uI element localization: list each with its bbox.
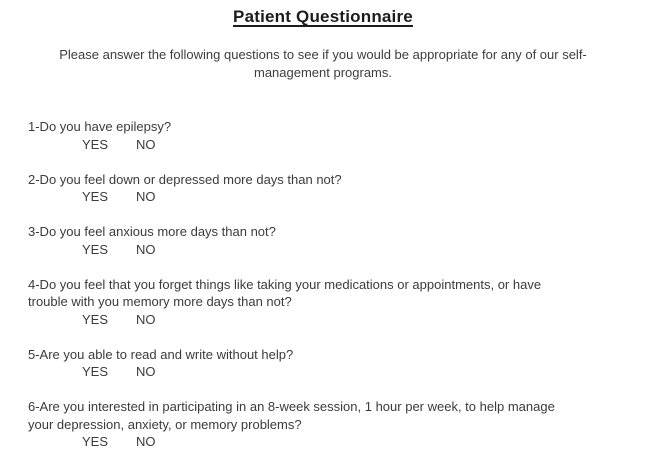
question-3: [28, 223, 618, 258]
question-6-text-line-1: 6-Are you interested in participating in an 8-week session, 1 hour per week, to help manage: [28, 399, 555, 414]
page-title-text: Patient Questionnaire: [233, 7, 413, 26]
question-6-yes-option: YES: [82, 434, 109, 449]
question-1-answers: [28, 136, 618, 154]
question-3-no-option: NO: [136, 241, 156, 257]
question-6-text-line-2: your depression, anxiety, or memory problems?: [28, 416, 302, 432]
question-5: [28, 346, 618, 381]
question-4-text-line-1: 4-Do you feel that you forget things like taking your medications or appointments, or have: [28, 276, 542, 292]
question-1-yes-option: YES: [82, 136, 109, 152]
question-4-no-option: NO: [136, 311, 156, 327]
question-6-answers: [28, 433, 618, 451]
question-4-yes-option: YES: [82, 311, 109, 327]
question-1-text: 1-Do you have epilepsy?: [28, 119, 172, 134]
question-3-yes-option: YES: [82, 241, 109, 257]
question-4: [28, 276, 618, 329]
question-6: [28, 398, 618, 451]
question-5-yes-option: YES: [82, 364, 109, 379]
question-list: [28, 118, 618, 451]
question-3-answers: [28, 241, 618, 259]
page-title: [28, 7, 618, 27]
question-4-text-line-2: trouble with you memory more days than not?: [28, 294, 292, 309]
question-2: [28, 171, 618, 206]
question-1: [28, 118, 618, 153]
intro-paragraph: [28, 46, 618, 81]
question-3-text: 3-Do you feel anxious more days than not?: [28, 224, 276, 239]
question-2-no-option: NO: [136, 189, 156, 204]
question-5-answers: [28, 363, 618, 381]
question-4-answers: [28, 311, 618, 329]
intro-line-1: Please answer the following questions to see if you would be appropriate for any of our self-: [59, 47, 587, 62]
intro-line-2: management programs.: [253, 64, 392, 80]
question-2-yes-option: YES: [82, 189, 109, 204]
question-6-no-option: NO: [136, 434, 156, 449]
question-2-answers: [28, 188, 618, 206]
question-5-no-option: NO: [136, 364, 156, 379]
question-2-text: 2-Do you feel down or depressed more days than not?: [28, 171, 342, 187]
question-5-text: 5-Are you able to read and write without help?: [28, 346, 294, 362]
question-1-no-option: NO: [136, 136, 156, 152]
